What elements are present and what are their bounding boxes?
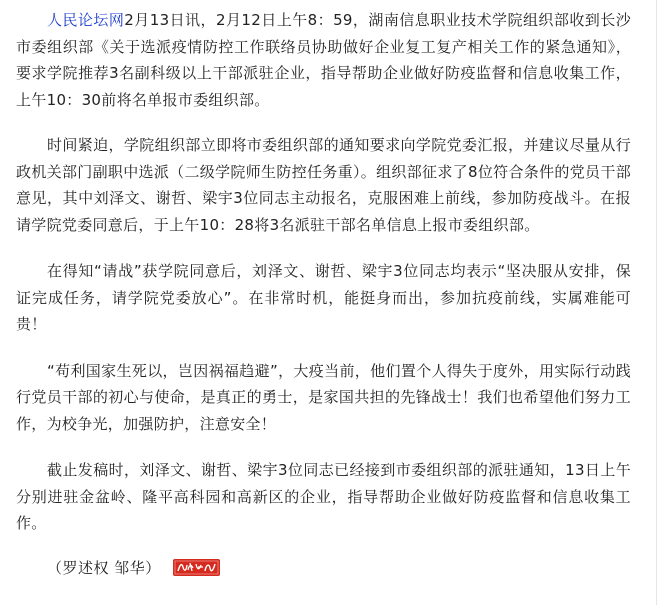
author-names: （罗述权 邹华）	[47, 558, 161, 577]
paragraph-1	[16, 7, 631, 113]
renmin-forum-logo-stamp	[173, 559, 220, 576]
paragraph-4: “苟利国家生死以，岂因祸福趋避”，大疫当前，他们置个人得失于度外，用实际行动践行党员干部的初心与使命，是真正的勇士，是家国共担的先锋战士！我们也希望他们努力工作，为校争光，加强防护，注意安全！	[16, 361, 631, 433]
paragraph-2: 时间紧迫，学院组织部立即将市委组织部的通知要求向学院党委汇报，并建议尽量从行政机关部门副职中选派（二级学院师生防控任务重）。组织部征求了8位符合条件的党员干部意见，其中刘泽文、谢哲、梁宇3位同志主动报名，克服困难上前线，参加防疫战斗。在报请学院党委同意后，于上午10：28将3名派驻干部名单信息上报市委组织部。	[16, 136, 631, 234]
paragraph-1-text: 2月13日讯，2月12日上午8：59，湖南信息职业技术学院组织部收到长沙市委组织部《关于选派疫情防控工作联络员协助做好企业复工复产相关工作的紧急通知》，要求学院推荐3名副科级以上干部派驻企业，指导帮助企业做好防疫监督和信息收集工作，上午10：30前将名单报市委组织部。	[16, 11, 631, 109]
paragraph-5: 截止发稿时，刘泽文、谢哲、梁宇3位同志已经接到市委组织部的派驻通知，13日上午分别进驻金盆岭、隆平高科园和高新区的企业，指导帮助企业做好防疫监督和信息收集工作。	[16, 461, 631, 532]
author-byline	[16, 557, 631, 579]
source-link-renmin-forum[interactable]: 人民论坛网	[47, 11, 125, 29]
paragraph-3: 在得知“请战”获学院同意后，刘泽文、谢哲、梁宇3位同志均表示“坚决服从安排，保证完成任务，请学院党委放心”。在非常时机，能挺身而出，参加抗疫前线，实属难能可贵！	[16, 262, 631, 333]
logo-script-icon	[173, 559, 220, 576]
